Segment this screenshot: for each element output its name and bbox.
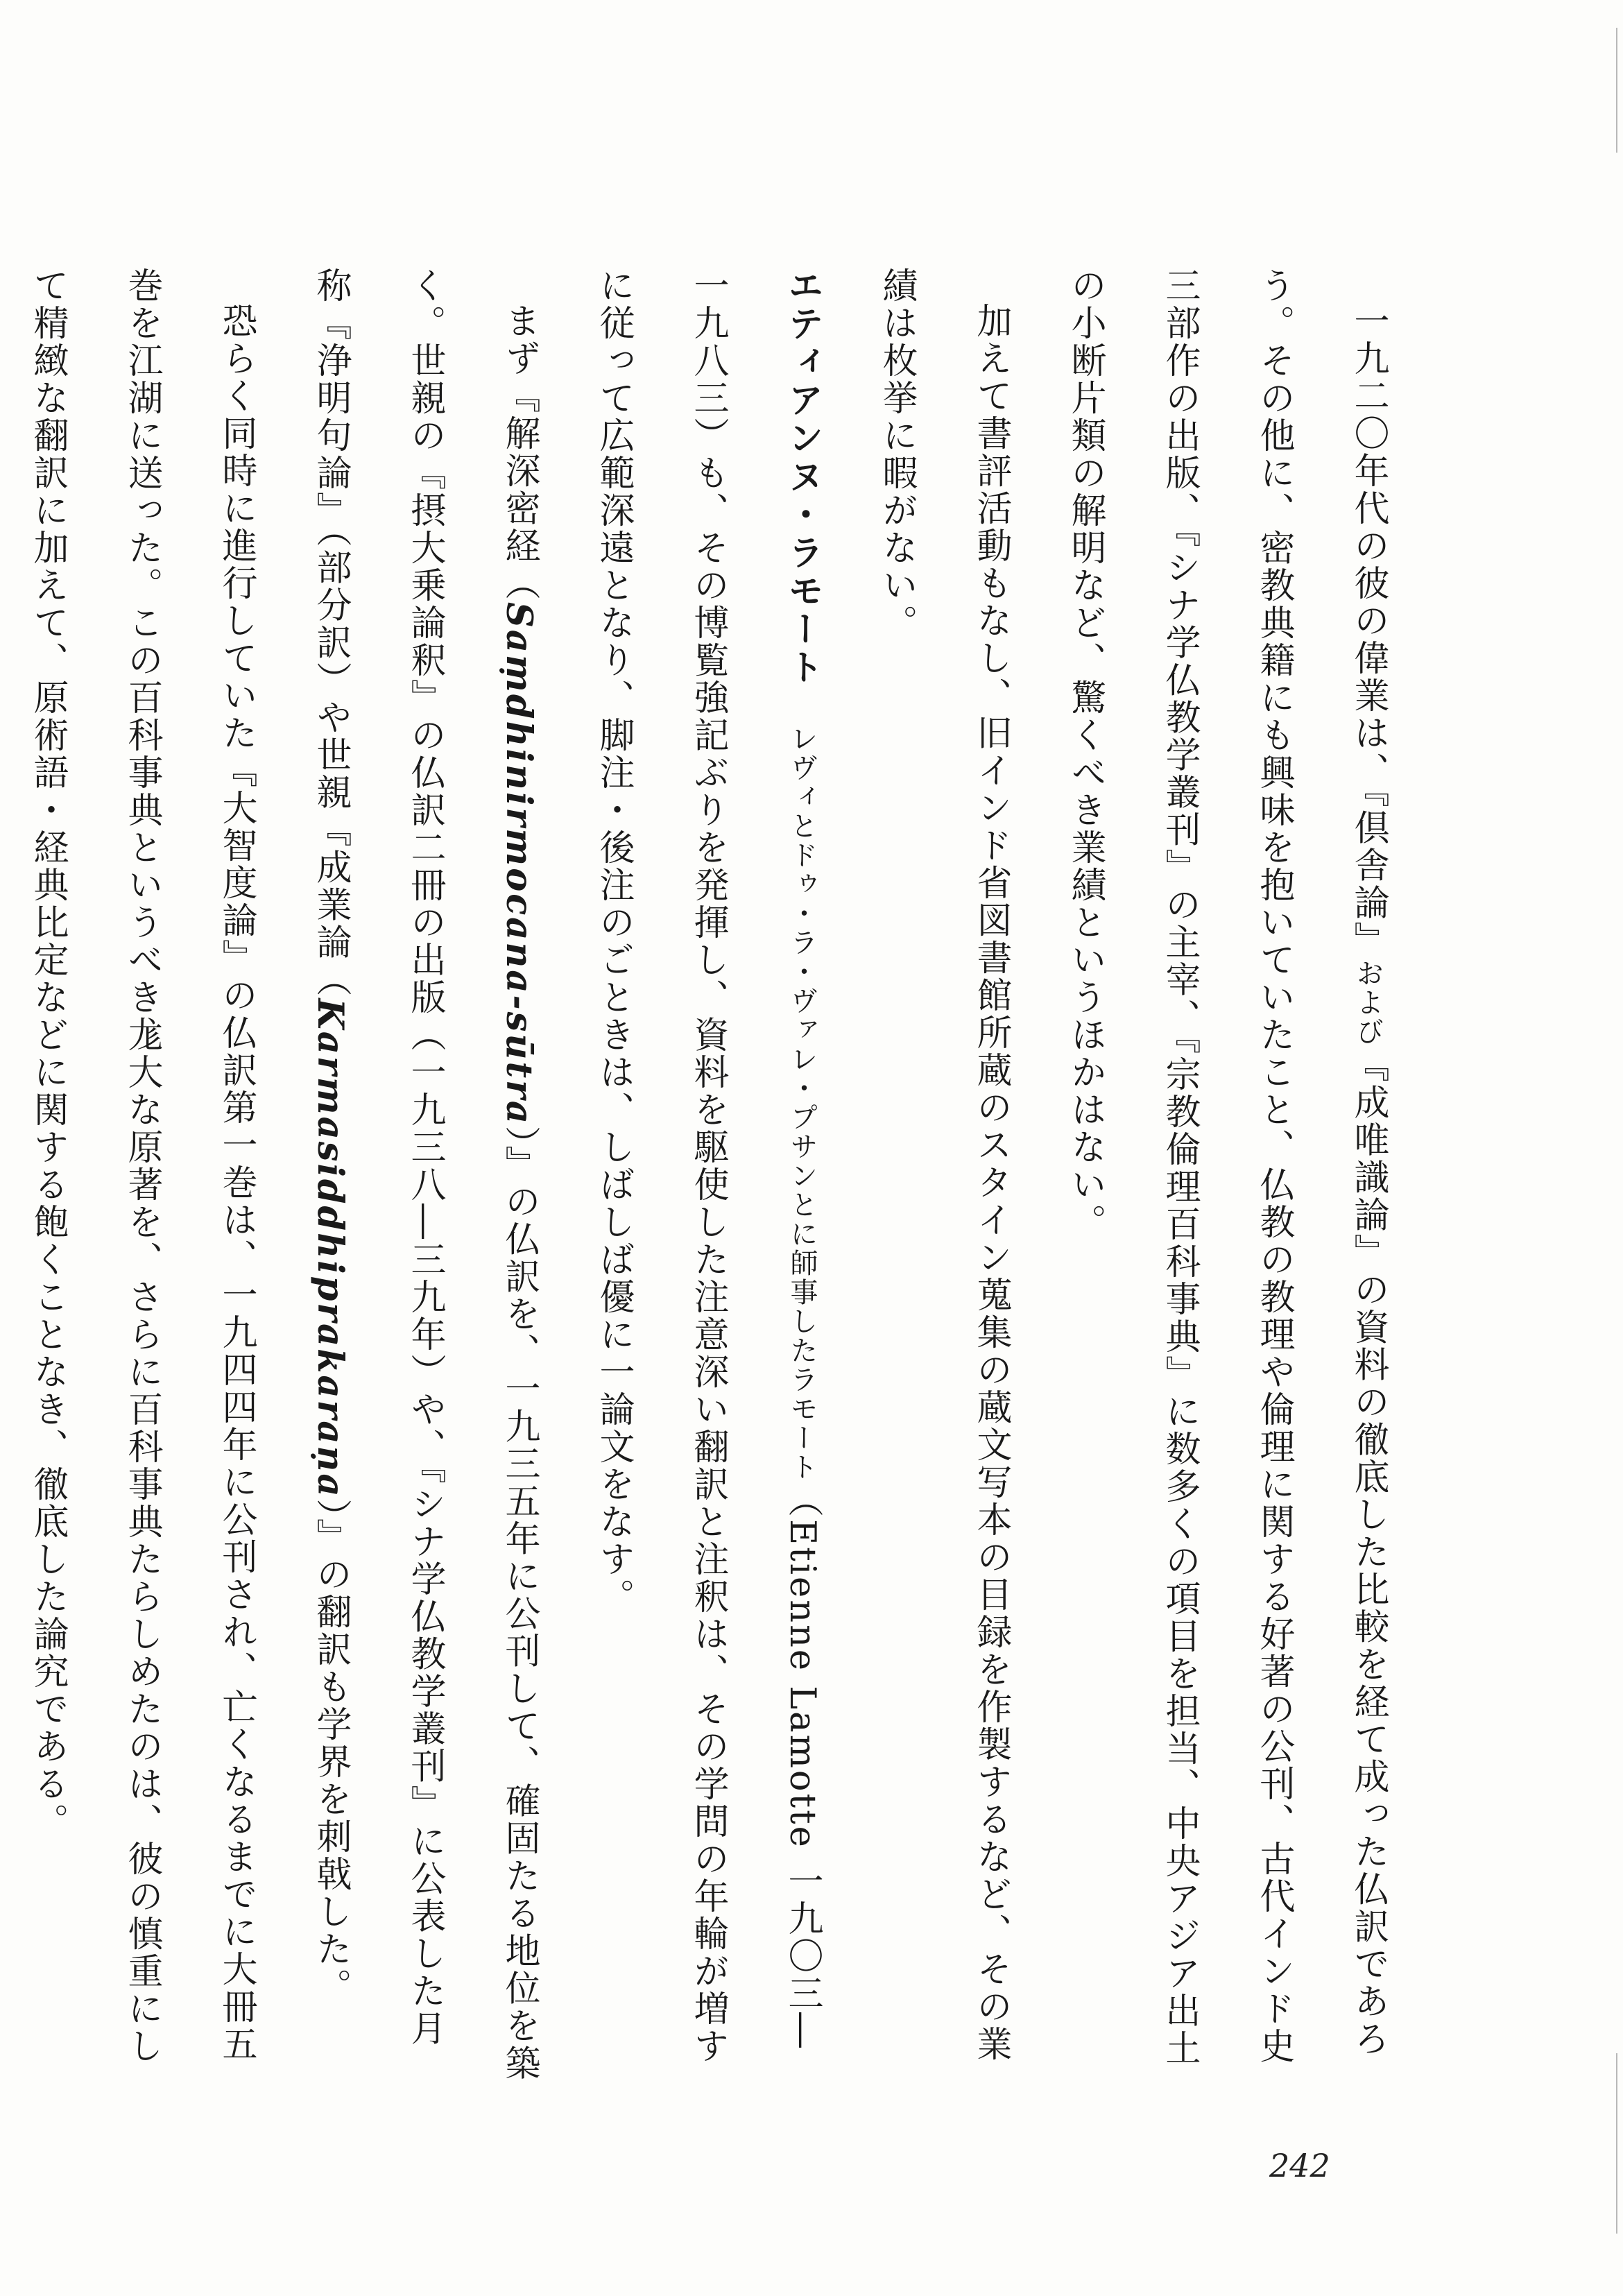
text-run: 『成唯識論』の資料の徹底した比較を経て成った仏訳であろう。その他に、密教典籍にも興味を抱いていたこと、仏教の教理や倫理に関する好著の公刊、古代インド史三部作の出版、『シナ学仏教学叢刊』の主宰、『宗教倫理百科事典』に数多くの項目を担当、中央アジア出土の小断片類の解明など、驚くべき業績というほかはない。 (1065, 267, 1389, 2067)
paragraph (1038, 267, 1415, 2084)
small-text-run: レヴィとドゥ・ラ・ヴァレ・プサンとに師事したラモート (786, 724, 818, 1482)
text-run: 一九二〇年代の彼の偉業は、『倶舎論』 (1348, 302, 1389, 959)
small-text-run: および (1352, 959, 1384, 1047)
edge-mark (1616, 2053, 1617, 2234)
paragraph (566, 267, 849, 2084)
text-run: （Etienne Lamotte 一九〇三―一九八三）も、その博覧強記ぶりを発揮し、資料を駆使した注意深い翻訳と注釈は、その学問の年輪が増すに従って広範深遠となり、脚注・後注のごときは、しばしば優に一論文をなす。 (593, 267, 823, 2065)
text-run: まず『解深密経（ (499, 302, 540, 602)
page-number: 242 (1269, 2147, 1330, 2184)
paragraph (849, 267, 1038, 2084)
vertical-text-body (27, 267, 1415, 2084)
text-run: ）』の翻訳も学界を刺戟した。 (310, 1498, 351, 2006)
text-run: ）』の仏訳を、一九三五年に公刊して、確固たる地位を築く。世親の『摂大乗論釈』の仏訳二冊の出版（一九三八―三九年）や、『シナ学仏教学叢刊』に公表した月称『浄明句論』（部分訳）や世親『成業論（ (310, 267, 540, 2082)
latin-title: Karmasiddhiprakaraṇa (309, 998, 351, 1499)
paragraph (0, 267, 283, 2084)
section-heading: エティアンヌ・ラモート (782, 267, 823, 687)
edge-mark (1616, 28, 1617, 153)
paragraph (283, 267, 566, 2084)
text-run: 加えて書評活動もなし、旧インド省図書館所蔵のスタイン蒐集の蔵文写本の目録を作製するなど、その業績は枚挙に暇がない。 (876, 267, 1011, 2063)
text-run: 恐らく同時に進行していた『大智度論』の仏訳第一巻は、一九四四年に公刊され、亡くなるまでに大冊五巻を江湖に送った。この百科事典というべき尨大な原著を、さらに百科事典たらしめたのは、彼の慎重にして精緻な翻訳に加えて、原術語・経典比定などに関する飽くことなき、徹底した論究である。 (27, 267, 257, 2065)
latin-title: Saṃdhinirmocana-sūtra (498, 602, 540, 1126)
text-run (782, 687, 823, 724)
